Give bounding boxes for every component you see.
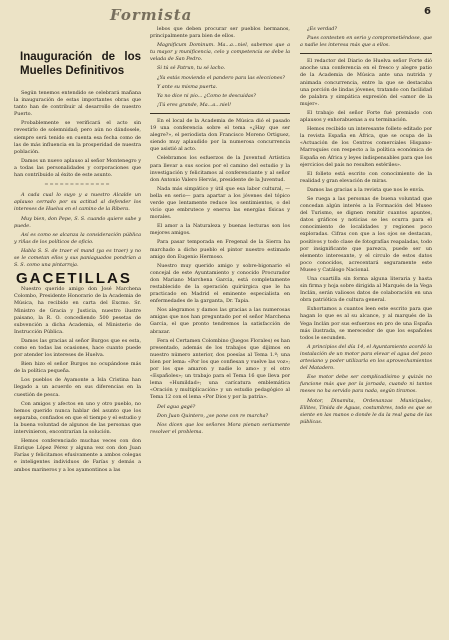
article-paragraph: Damos las gracias a la revista que nos le envía. — [307, 186, 425, 193]
italic-paragraph: Del agua gagé? — [157, 403, 196, 410]
article-paragraph: Probablemente se verificará el acto sin revestirlo de solemnidad; pero aún no dándosele, siempre será tenido en cuenta esa fecha como de las de más influencia en la prosperidad de nuestra población. — [14, 120, 141, 155]
italic-paragraph: Nos dicen que los señores Mora pienan seriamente resolver el problema. — [150, 421, 290, 435]
article-paragraph: Damos las gracias al señor Burgos que es esta, como en todas las ocasiones, hace cuanto puede por atender los intereses de Huelva. — [14, 337, 141, 359]
separator-ornament: ============= — [44, 182, 111, 189]
article-paragraph: Exhortamos a cuantos leen este escrito para que hagan lo que es al su alcance, y al marqués de la Vega Inclán por sus esfuerzos en pro de una España más ilustrada, se merecedor de que los españoles todos le secunden. — [300, 306, 432, 341]
section-title-gacetillas: GACETILLAS — [16, 270, 132, 288]
article-paragraph: Bien hizo el señor Burgos no ocupándose más de la política pequeña. — [14, 361, 141, 375]
page-number: 6 — [424, 6, 431, 17]
italic-paragraph: Ya no dice ni pio... ¿Como te descuidas? — [157, 92, 256, 99]
italic-paragraph: ¿Ya estás moviendo el pandero para las elecciones? — [157, 74, 285, 81]
italic-paragraph: A cada cual lo suyo y a nuestro Alcalde un aplauso cerrado por su actitud al defender los intereses de Huelva en el camino de la Ribera. — [14, 192, 141, 213]
divider — [300, 53, 432, 54]
italic-paragraph: Así es como se alcanza la consideración pública y riñas de los políticos de oficio. — [14, 231, 141, 245]
article-paragraph: Damos un nuevo aplauso al señor Montenegro y a todas las personalidades y corporaciones que han contribuido al éxito de este asunto. — [14, 157, 141, 179]
article-paragraph: Se ruega a las personas de buena voluntad que concedan algún interés a la Formación del Museo del Turismo, se dignen remitir cuantos apuntes, datos gráficos y noticias se les ocurra para el conocimiento de localidades y regiones poco exploradas. Cifras con que a los ojos se destacan, positivos y todo clase de fotografías reapaladas, todo por insignificante que parezca, puede ser un elemento interesante, y el circulo de estos datos poco conocidos, acrecentará seguramente este Museo y Catálogo Nacional. — [300, 195, 432, 273]
article-paragraph: Nuestro muy querido amigo y sobre-bigonario el concejal de este Ayuntamiento y conocido Procurador don Mariano Marchena Garcia, está completamente restablecido de la operación quirúrgica que le ha practicado en Madrid el eminente especialista en enfermedades de la garganta, Dr. Tapia. — [150, 262, 290, 305]
article-paragraph: Los pueblos de Ayamonte a Isla Cristina han llegado a un acuerdo en sus diferencias en la cuestión de pesca. — [14, 377, 141, 398]
italic-paragraph: Muy bien, don Pepe, S. S. cuando quiere sabe y puede. — [14, 215, 141, 229]
italic-paragraph: Ese motor debe ser complicadísimo y quizás no funcione más que por la jornada, cuando ni tantos meses no ha servido para nada, según tiramos. — [300, 374, 432, 395]
article-paragraph: Según tenemos entendido se celebrará mañana la inauguración de estas importantes obras que tanto han de contribuir al desarrollo de nuestro Puerto. — [14, 90, 141, 118]
column-2 — [150, 26, 290, 438]
article-paragraph: Con amigos y afectos en uno y otro pueblo, no hemos querido nunca hablar del asunto que los separaba, confiados en que el tiempo y el estudio y la buena voluntad de algunos de las personas que intervinieron, encontrarían la solución. — [14, 400, 141, 436]
article-paragraph: El redactor del Diario de Huelva señor Forte dió anoche una conferencia en el fresco y alegre patio de la Academia de Música ante una nutrida y animada concurrencia, entre la que se destacaba una porción de lindas jóvenes, tratando con facilidad de palabra y simpática expresión del «amor de la mujer». — [300, 58, 432, 107]
column-3 — [300, 26, 432, 428]
article-paragraph: Fera el Certamen Colombino (Juegos Florales) es han presentado, además de los trabajos que dijimos en nuestro número anterior, dos poesías al Tema 1.º; una bien por lema: «Por los que confiesan y vuelve las voz»; por los que amaron y nadie lo amo» y el otro «Españoles»; un trabajo para el Tema 16 que lleva por lema «Humildad»; una carícatura emblemática «Oración y multiplicación» y un estudio pedagógico al Tema 12 con el lema «Por Dios y por la patria». — [150, 337, 290, 401]
article-paragraph: El folleto está escrito con conocimiento de la realidad y gran elevación de miras. — [300, 170, 432, 184]
italic-paragraph: ¿Es verdad? — [307, 26, 338, 32]
italic-paragraph: Motor, Dinamita, Ordenanzas Municipales, Ellites, Tinida de Aguas, costumbres, todo es que se siente en las manos o donde le da la real gana de las públicas. — [300, 397, 432, 425]
article-paragraph: lebos que deben procurar ser pueblos hermanos, principalmente para bien de ellos. — [150, 26, 290, 40]
italic-paragraph: Pues contesten en serio y comprometiéndose, que a nadie les interesa más que a ellos. — [300, 35, 432, 49]
article-paragraph: Hemos recibido un interesante folleto editado por la revista España en África, que se ocupa de la «Actuación de los Centros comerciales Hispano-Marroquíes con respecto a la política económica de España en África y leyes indispensables para que los ejercicios del país no resulten estériles». — [300, 126, 432, 168]
article-paragraph: Nos alegramos y damos las gracias a las numerosas amigas que nos han preguntado por el señor Marchena Garcia, el que pronto tendremos la satisfacción de abrazar. — [150, 307, 290, 335]
headline-muelles: Inauguración de los Muelles Definitivos — [20, 51, 141, 77]
article-paragraph: Para pasar temporada en Fregenal de la Sierra ha marchado a dicho pueblo el pintor nuestro estimado amigo don Eugenio Hermoso. — [150, 239, 290, 260]
italic-paragraph: Habla S. S. de traer el mand (ya es traer) y no se le cometan ellos y sus paniaguados pondrían a S. S. como una pintarroja. — [14, 247, 141, 269]
article-paragraph: Nuestro querido amigo don José Marchena Colombo, Presidente Honorario de la Academia de Música, ha recibido en carta del Excmo. Sr. Ministro de Gracia y Justicia, nuestro ilustre paisano, la R. O. concediendo 500 pesetas de subvención a dicha Academia, el Ministerio de Instrucción Pública. — [14, 286, 141, 335]
article-paragraph: Una cuartilla sin forma alguna literaria y hasta sin firma y hoja sobre dirigida al Marqués de la Vega Inclán, serán valiosos datos de colaboración en una obra patriótica de cultura general. — [300, 276, 432, 304]
article-paragraph: El amor a la Naturaleza y buenas lecturas son los mejores amigos. — [150, 223, 290, 237]
masthead-title: Formista — [110, 6, 193, 24]
italic-paragraph: Don Juan Quintero, ¿se pone con re marcha? — [157, 412, 269, 419]
article-paragraph: El trabajo del señor Forte fué premiado con aplausos y enhorabuenas a su terminación. — [300, 109, 432, 124]
divider — [150, 113, 290, 114]
italic-paragraph: ¡Tú eres grande, Ma...a...niel! — [157, 101, 232, 108]
article-paragraph: Hemos conferenciado muchas veces con don Enrique López Pérez y alguna vez con don Juan Farías y felicitamos efusivamente a ambos colegas e inteligentes individuos de Farías y demás a ambos marineros y a los ayamontinos a las — [14, 438, 141, 473]
italic-paragraph: Magnificum Dominum. Ma...a...niel, sabemos que a tu mayor y munificencia, celo y competencia se debe la velada de San Pedro. — [150, 42, 290, 63]
italic-paragraph: A principios del día 14, el Ayuntamiento acordó la instalación de un motor para elevar el agua del pozo artesiano y poder utilizarla en los aprovechamientos del Matadero. — [300, 343, 432, 372]
article-paragraph: En el local de la Academia de Música dió el pasado 19 una conferencia sobre el tema «¿Hay que ser alegre?», el periodista don Francisco Moreno Ortiguez, siendo muy aplaudido por la numerosa concurrencia que asistió al acto. — [150, 117, 290, 153]
article-paragraph: Celebramos los esfuerzos de la Juventud Artística para llevar a sus socios por el camino del estudio y la investigación y felicitamos al conferenciante y al señor don Antonio Valero Hervás, presidente de la Juventud. — [150, 155, 290, 183]
article-paragraph: Nada más simpático y útil que esa labor cultural, — bella en serio— para apartar a los jóvenes del tópico verde que lentamente reduce los sentimientos, o del vicio que embrutece y enerva las energías físicas y morales. — [150, 185, 290, 221]
italic-paragraph: Si tú sé Patrun, tu sé lacho. — [157, 65, 226, 72]
italic-paragraph: Y ante su misma puerta. — [157, 83, 218, 90]
column-1 — [14, 26, 141, 476]
